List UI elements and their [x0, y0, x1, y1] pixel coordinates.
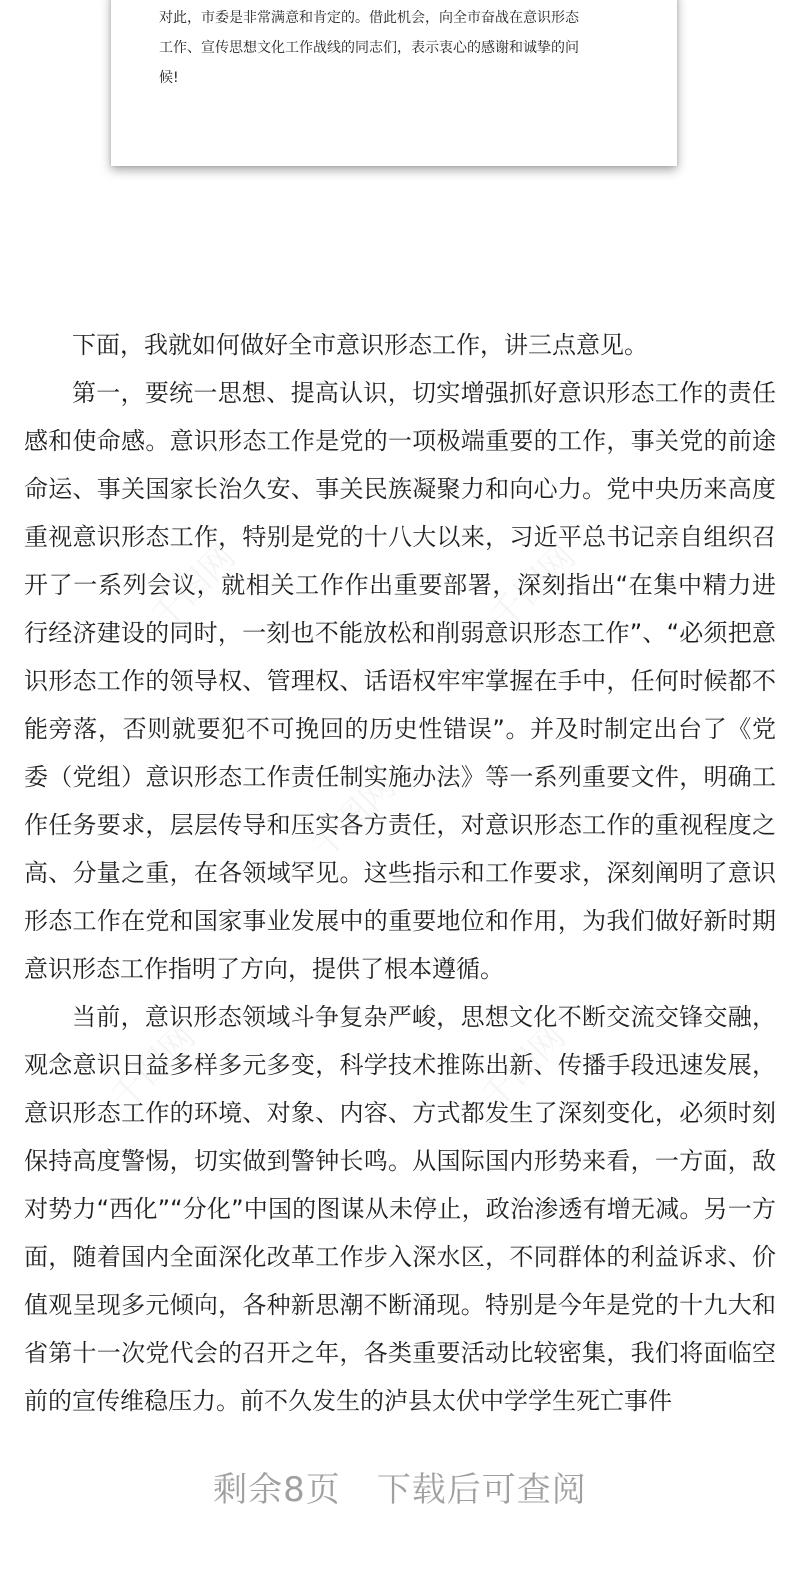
- download-prompt[interactable]: [0, 1462, 800, 1511]
- paragraph: 第一，要统一思想、提高认识，切实增强抓好意识形态工作的责任感和使命感。意识形态工作是党的一项极端重要的工作，事关党的前途命运、事关国家长治久安、事关民族凝聚力和向心力。党中央历来高度重视意识形态工作，特别是党的十八大以来，习近平总书记亲自组织召开了一系列会议，就相关工作作出重要部署，深刻指出“在集中精力进行经济建设的同时，一刻也不能放松和削弱意识形态工作”、“必须把意识形态工作的领导权、管理权、话语权牢牢掌握在手中，任何时候都不能旁落，否则就要犯不可挽回的历史性错误”。并及时制定出台了《党委（党组）意识形态工作责任制实施办法》等一系列重要文件，明确工作任务要求，层层传导和压实各方责任，对意识形态工作的重视程度之高、分量之重，在各领域罕见。这些指示和工作要求，深刻阐明了意识形态工作在党和国家事业发展中的重要地位和作用，为我们做好新时期意识形态工作指明了方向，提供了根本遵循。: [24, 379, 776, 983]
- previous-page-card: [111, 0, 677, 166]
- preview-line: 对此，市委是非常满意和肯定的。借此机会，向全市奋战在意识形态: [159, 10, 579, 26]
- document-body: [24, 321, 776, 1425]
- preview-line: 候!: [159, 70, 179, 86]
- remaining-pages-label: 剩余8页: [213, 1470, 341, 1510]
- paragraph: 下面，我就如何做好全市意识形态工作，讲三点意见。: [72, 331, 648, 359]
- download-to-read-label[interactable]: 下载后可查阅: [376, 1470, 587, 1510]
- preview-line: 工作、宣传思想文化工作战线的同志们，表示衷心的感谢和诚挚的问: [159, 40, 579, 56]
- paragraph: 当前，意识形态领域斗争复杂严峻，思想文化不断交流交锋交融，观念意识日益多样多元多变，科学技术推陈出新、传播手段迅速发展，意识形态工作的环境、对象、内容、方式都发生了深刻变化，必须时刻保持高度警惕，切实做到警钟长鸣。从国际国内形势来看，一方面，敌对势力“西化”“分化”中国的图谋从未停止，政治渗透有增无减。另一方面，随着国内全面深化改革工作步入深水区，不同群体的利益诉求、价值观呈现多元倾向，各种新思潮不断涌现。特别是今年是党的十九大和省第十一次党代会的召开之年，各类重要活动比较密集，我们将面临空前的宣传维稳压力。前不久发生的泸县太伏中学学生死亡事件: [24, 1003, 776, 1415]
